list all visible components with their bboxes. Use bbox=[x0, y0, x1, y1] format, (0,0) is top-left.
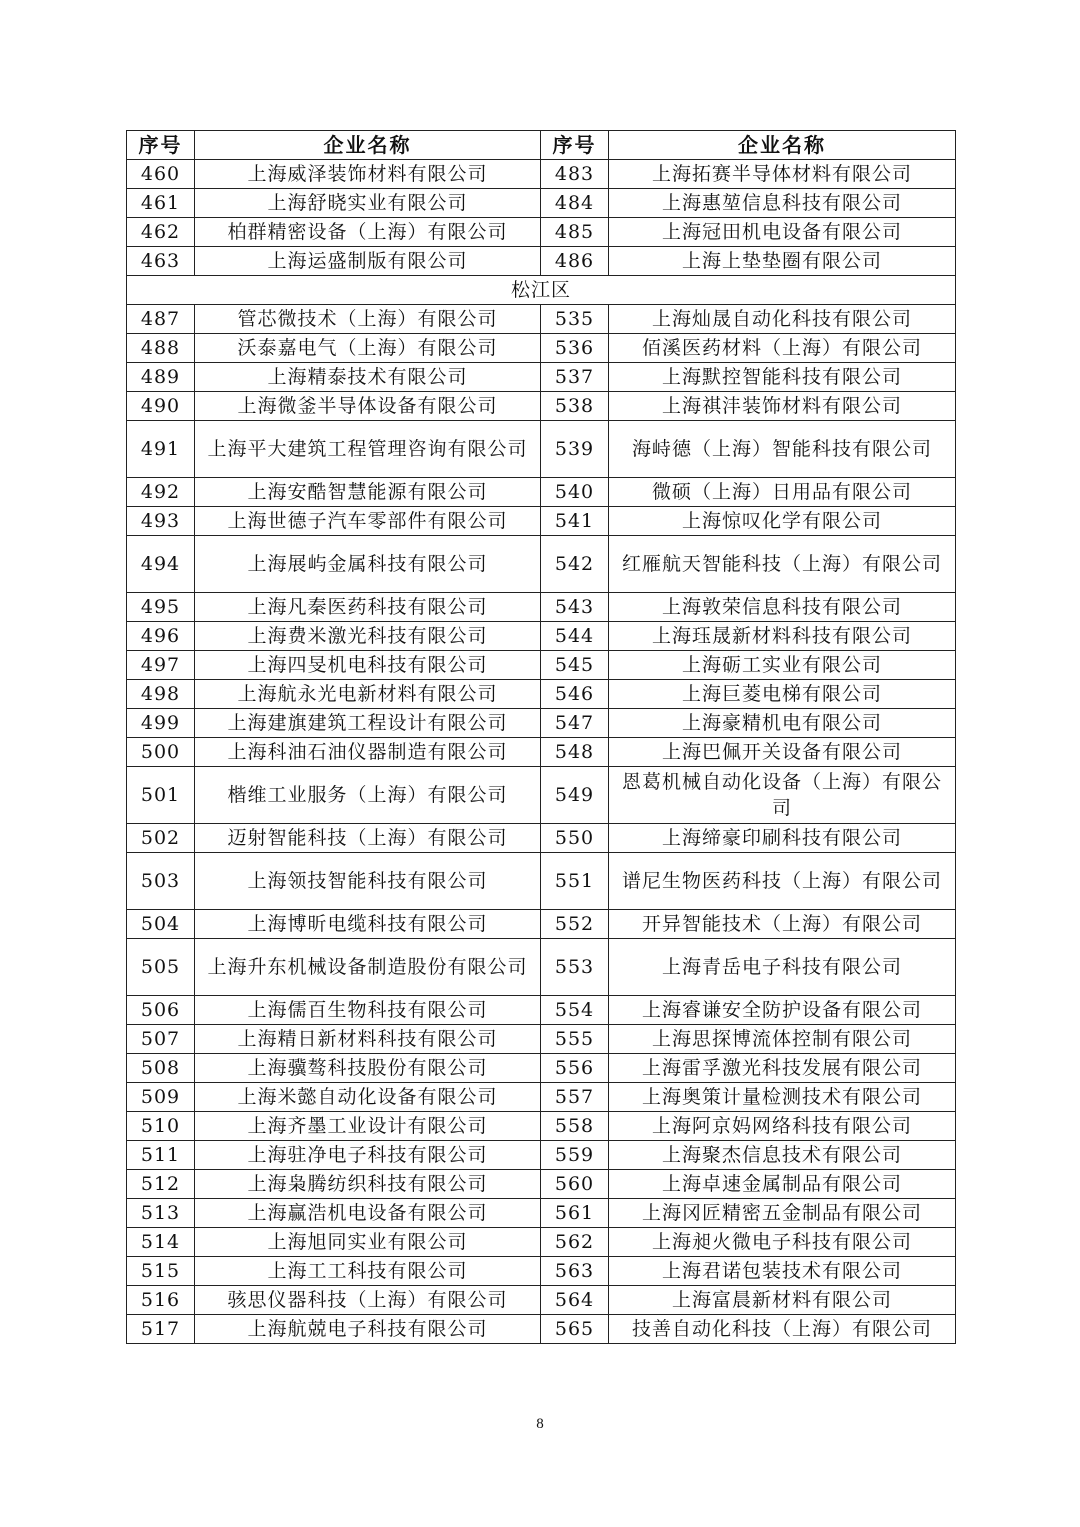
seq-cell-left: 515 bbox=[127, 1257, 195, 1286]
seq-cell-left: 496 bbox=[127, 622, 195, 651]
seq-cell-right: 556 bbox=[541, 1054, 609, 1083]
table-row bbox=[127, 1257, 956, 1286]
seq-cell-left: 501 bbox=[127, 767, 195, 824]
company-name-right: 海峙德（上海）智能科技有限公司 bbox=[609, 421, 956, 478]
seq-cell-right: 485 bbox=[541, 218, 609, 247]
company-name-left: 迈射智能科技（上海）有限公司 bbox=[195, 824, 541, 853]
seq-cell-left: 516 bbox=[127, 1286, 195, 1315]
table-row bbox=[127, 1315, 956, 1344]
company-name-right: 上海睿谦安全防护设备有限公司 bbox=[609, 996, 956, 1025]
company-name-right: 上海惊叹化学有限公司 bbox=[609, 507, 956, 536]
table-row bbox=[127, 478, 956, 507]
company-name-left: 上海米懿自动化设备有限公司 bbox=[195, 1083, 541, 1112]
seq-cell-left: 494 bbox=[127, 536, 195, 593]
seq-cell-right: 542 bbox=[541, 536, 609, 593]
seq-cell-right: 535 bbox=[541, 305, 609, 334]
table-row bbox=[127, 1083, 956, 1112]
company-name-left: 上海运盛制版有限公司 bbox=[195, 247, 541, 276]
company-name-left: 上海舒晓实业有限公司 bbox=[195, 189, 541, 218]
table-row bbox=[127, 363, 956, 392]
company-name-right: 恩葛机械自动化设备（上海）有限公司 bbox=[609, 767, 956, 824]
seq-cell-right: 550 bbox=[541, 824, 609, 853]
seq-cell-left: 488 bbox=[127, 334, 195, 363]
seq-cell-left: 489 bbox=[127, 363, 195, 392]
seq-cell-left: 462 bbox=[127, 218, 195, 247]
table-row bbox=[127, 1025, 956, 1054]
company-name-right: 上海巨菱电梯有限公司 bbox=[609, 680, 956, 709]
seq-cell-left: 514 bbox=[127, 1228, 195, 1257]
company-name-left: 柏群精密设备（上海）有限公司 bbox=[195, 218, 541, 247]
company-name-right: 上海敦荣信息科技有限公司 bbox=[609, 593, 956, 622]
company-name-left: 上海精泰技术有限公司 bbox=[195, 363, 541, 392]
company-name-right: 上海灿晟自动化科技有限公司 bbox=[609, 305, 956, 334]
company-name-left: 骇思仪器科技（上海）有限公司 bbox=[195, 1286, 541, 1315]
seq-cell-right: 564 bbox=[541, 1286, 609, 1315]
table-row bbox=[127, 392, 956, 421]
company-name-right: 上海砺工实业有限公司 bbox=[609, 651, 956, 680]
top-rows bbox=[127, 160, 956, 276]
seq-cell-right: 541 bbox=[541, 507, 609, 536]
company-name-right: 微硕（上海）日用品有限公司 bbox=[609, 478, 956, 507]
table-row bbox=[127, 189, 956, 218]
company-name-right: 上海卓速金属制品有限公司 bbox=[609, 1170, 956, 1199]
seq-cell-left: 503 bbox=[127, 853, 195, 910]
table-row bbox=[127, 1228, 956, 1257]
table-row bbox=[127, 507, 956, 536]
page-number: 8 bbox=[536, 1416, 544, 1432]
seq-cell-left: 509 bbox=[127, 1083, 195, 1112]
seq-cell-right: 558 bbox=[541, 1112, 609, 1141]
header-name-2: 企业名称 bbox=[609, 131, 956, 160]
seq-cell-right: 552 bbox=[541, 910, 609, 939]
company-name-left: 管芯微技术（上海）有限公司 bbox=[195, 305, 541, 334]
company-name-left: 上海微釜半导体设备有限公司 bbox=[195, 392, 541, 421]
company-name-left: 上海安酷智慧能源有限公司 bbox=[195, 478, 541, 507]
company-name-left: 上海骥骜科技股份有限公司 bbox=[195, 1054, 541, 1083]
seq-cell-left: 492 bbox=[127, 478, 195, 507]
seq-cell-left: 498 bbox=[127, 680, 195, 709]
company-name-left: 上海凡秦医药科技有限公司 bbox=[195, 593, 541, 622]
seq-cell-right: 555 bbox=[541, 1025, 609, 1054]
table-row bbox=[127, 536, 956, 593]
company-name-right: 上海惠堃信息科技有限公司 bbox=[609, 189, 956, 218]
company-name-left: 上海工工科技有限公司 bbox=[195, 1257, 541, 1286]
table-row bbox=[127, 1054, 956, 1083]
table-header-row bbox=[127, 131, 956, 160]
seq-cell-right: 539 bbox=[541, 421, 609, 478]
seq-cell-left: 510 bbox=[127, 1112, 195, 1141]
company-name-left: 上海航兢电子科技有限公司 bbox=[195, 1315, 541, 1344]
table-row bbox=[127, 1112, 956, 1141]
company-name-left: 上海齐墨工业设计有限公司 bbox=[195, 1112, 541, 1141]
seq-cell-right: 538 bbox=[541, 392, 609, 421]
seq-cell-left: 512 bbox=[127, 1170, 195, 1199]
table-row bbox=[127, 247, 956, 276]
seq-cell-left: 495 bbox=[127, 593, 195, 622]
seq-cell-right: 547 bbox=[541, 709, 609, 738]
company-name-right: 上海君诺包装技术有限公司 bbox=[609, 1257, 956, 1286]
table-row bbox=[127, 1199, 956, 1228]
company-name-right: 上海奥策计量检测技术有限公司 bbox=[609, 1083, 956, 1112]
company-name-left: 上海儒百生物科技有限公司 bbox=[195, 996, 541, 1025]
region-label: 松江区 bbox=[127, 276, 956, 305]
seq-cell-right: 565 bbox=[541, 1315, 609, 1344]
company-name-right: 上海富晨新材料有限公司 bbox=[609, 1286, 956, 1315]
seq-cell-right: 563 bbox=[541, 1257, 609, 1286]
region-section bbox=[127, 276, 956, 305]
table-row bbox=[127, 910, 956, 939]
seq-cell-right: 553 bbox=[541, 939, 609, 996]
table-row bbox=[127, 305, 956, 334]
table-row bbox=[127, 421, 956, 478]
company-name-left: 上海平大建筑工程管理咨询有限公司 bbox=[195, 421, 541, 478]
table-row bbox=[127, 738, 956, 767]
company-name-right: 上海默控智能科技有限公司 bbox=[609, 363, 956, 392]
company-name-right: 上海豪精机电有限公司 bbox=[609, 709, 956, 738]
company-name-left: 上海精日新材料科技有限公司 bbox=[195, 1025, 541, 1054]
seq-cell-right: 540 bbox=[541, 478, 609, 507]
seq-cell-right: 543 bbox=[541, 593, 609, 622]
seq-cell-left: 504 bbox=[127, 910, 195, 939]
table-row bbox=[127, 593, 956, 622]
table-row bbox=[127, 160, 956, 189]
region-rows bbox=[127, 305, 956, 1344]
table-row bbox=[127, 1141, 956, 1170]
seq-cell-right: 559 bbox=[541, 1141, 609, 1170]
company-name-left: 上海赢浩机电设备有限公司 bbox=[195, 1199, 541, 1228]
table-row bbox=[127, 622, 956, 651]
company-name-left: 上海领技智能科技有限公司 bbox=[195, 853, 541, 910]
seq-cell-left: 463 bbox=[127, 247, 195, 276]
company-name-right: 技善自动化科技（上海）有限公司 bbox=[609, 1315, 956, 1344]
seq-cell-left: 497 bbox=[127, 651, 195, 680]
seq-cell-right: 557 bbox=[541, 1083, 609, 1112]
company-name-left: 上海建旗建筑工程设计有限公司 bbox=[195, 709, 541, 738]
company-name-right: 上海上垫垫圈有限公司 bbox=[609, 247, 956, 276]
company-name-right: 上海祺沣装饰材料有限公司 bbox=[609, 392, 956, 421]
seq-cell-right: 551 bbox=[541, 853, 609, 910]
seq-cell-left: 499 bbox=[127, 709, 195, 738]
company-name-left: 上海驻净电子科技有限公司 bbox=[195, 1141, 541, 1170]
seq-cell-right: 483 bbox=[541, 160, 609, 189]
company-name-right: 上海雷孚激光科技发展有限公司 bbox=[609, 1054, 956, 1083]
company-name-right: 上海聚杰信息技术有限公司 bbox=[609, 1141, 956, 1170]
company-name-left: 上海旭同实业有限公司 bbox=[195, 1228, 541, 1257]
company-name-right: 开异智能技术（上海）有限公司 bbox=[609, 910, 956, 939]
region-row bbox=[127, 276, 956, 305]
table-row bbox=[127, 853, 956, 910]
company-name-right: 上海青岳电子科技有限公司 bbox=[609, 939, 956, 996]
seq-cell-left: 493 bbox=[127, 507, 195, 536]
company-name-left: 楷维工业服务（上海）有限公司 bbox=[195, 767, 541, 824]
seq-cell-left: 487 bbox=[127, 305, 195, 334]
seq-cell-left: 502 bbox=[127, 824, 195, 853]
seq-cell-left: 491 bbox=[127, 421, 195, 478]
seq-cell-right: 484 bbox=[541, 189, 609, 218]
seq-cell-right: 548 bbox=[541, 738, 609, 767]
seq-cell-right: 562 bbox=[541, 1228, 609, 1257]
company-name-right: 上海冠田机电设备有限公司 bbox=[609, 218, 956, 247]
company-name-left: 上海四旻机电科技有限公司 bbox=[195, 651, 541, 680]
seq-cell-right: 549 bbox=[541, 767, 609, 824]
table-row bbox=[127, 939, 956, 996]
seq-cell-left: 490 bbox=[127, 392, 195, 421]
company-name-left: 上海威泽装饰材料有限公司 bbox=[195, 160, 541, 189]
table-row bbox=[127, 1286, 956, 1315]
seq-cell-left: 507 bbox=[127, 1025, 195, 1054]
company-name-left: 沃泰嘉电气（上海）有限公司 bbox=[195, 334, 541, 363]
company-name-right: 上海冈匠精密五金制品有限公司 bbox=[609, 1199, 956, 1228]
table-row bbox=[127, 1170, 956, 1199]
company-name-left: 上海展屿金属科技有限公司 bbox=[195, 536, 541, 593]
seq-cell-right: 545 bbox=[541, 651, 609, 680]
table-row bbox=[127, 218, 956, 247]
company-name-left: 上海博昕电缆科技有限公司 bbox=[195, 910, 541, 939]
company-name-right: 红雁航天智能科技（上海）有限公司 bbox=[609, 536, 956, 593]
header-seq-2: 序号 bbox=[541, 131, 609, 160]
company-name-right: 上海缔豪印刷科技有限公司 bbox=[609, 824, 956, 853]
seq-cell-left: 517 bbox=[127, 1315, 195, 1344]
seq-cell-left: 460 bbox=[127, 160, 195, 189]
company-name-right: 佰溪医药材料（上海）有限公司 bbox=[609, 334, 956, 363]
enterprise-list-table bbox=[126, 130, 956, 1344]
seq-cell-right: 544 bbox=[541, 622, 609, 651]
company-name-right: 上海巴佩开关设备有限公司 bbox=[609, 738, 956, 767]
table-row bbox=[127, 767, 956, 824]
seq-cell-right: 554 bbox=[541, 996, 609, 1025]
seq-cell-left: 508 bbox=[127, 1054, 195, 1083]
seq-cell-left: 500 bbox=[127, 738, 195, 767]
table-row bbox=[127, 334, 956, 363]
seq-cell-left: 506 bbox=[127, 996, 195, 1025]
company-name-right: 上海阿京妈网络科技有限公司 bbox=[609, 1112, 956, 1141]
company-name-right: 上海昶火微电子科技有限公司 bbox=[609, 1228, 956, 1257]
header-seq-1: 序号 bbox=[127, 131, 195, 160]
seq-cell-right: 536 bbox=[541, 334, 609, 363]
table-row bbox=[127, 996, 956, 1025]
company-name-left: 上海升东机械设备制造股份有限公司 bbox=[195, 939, 541, 996]
seq-cell-right: 537 bbox=[541, 363, 609, 392]
company-name-right: 谱尼生物医药科技（上海）有限公司 bbox=[609, 853, 956, 910]
seq-cell-right: 486 bbox=[541, 247, 609, 276]
company-name-right: 上海拓赛半导体材料有限公司 bbox=[609, 160, 956, 189]
company-name-left: 上海世德子汽车零部件有限公司 bbox=[195, 507, 541, 536]
seq-cell-right: 560 bbox=[541, 1170, 609, 1199]
seq-cell-left: 505 bbox=[127, 939, 195, 996]
table-row bbox=[127, 824, 956, 853]
company-name-right: 上海珏晟新材料科技有限公司 bbox=[609, 622, 956, 651]
company-name-left: 上海科油石油仪器制造有限公司 bbox=[195, 738, 541, 767]
company-name-left: 上海费米激光科技有限公司 bbox=[195, 622, 541, 651]
table-row bbox=[127, 709, 956, 738]
company-name-right: 上海思探博流体控制有限公司 bbox=[609, 1025, 956, 1054]
company-name-left: 上海航永光电新材料有限公司 bbox=[195, 680, 541, 709]
seq-cell-right: 561 bbox=[541, 1199, 609, 1228]
company-name-left: 上海枭腾纺织科技有限公司 bbox=[195, 1170, 541, 1199]
header-name-1: 企业名称 bbox=[195, 131, 541, 160]
seq-cell-left: 511 bbox=[127, 1141, 195, 1170]
table-row bbox=[127, 651, 956, 680]
table-row bbox=[127, 680, 956, 709]
seq-cell-right: 546 bbox=[541, 680, 609, 709]
seq-cell-left: 461 bbox=[127, 189, 195, 218]
seq-cell-left: 513 bbox=[127, 1199, 195, 1228]
